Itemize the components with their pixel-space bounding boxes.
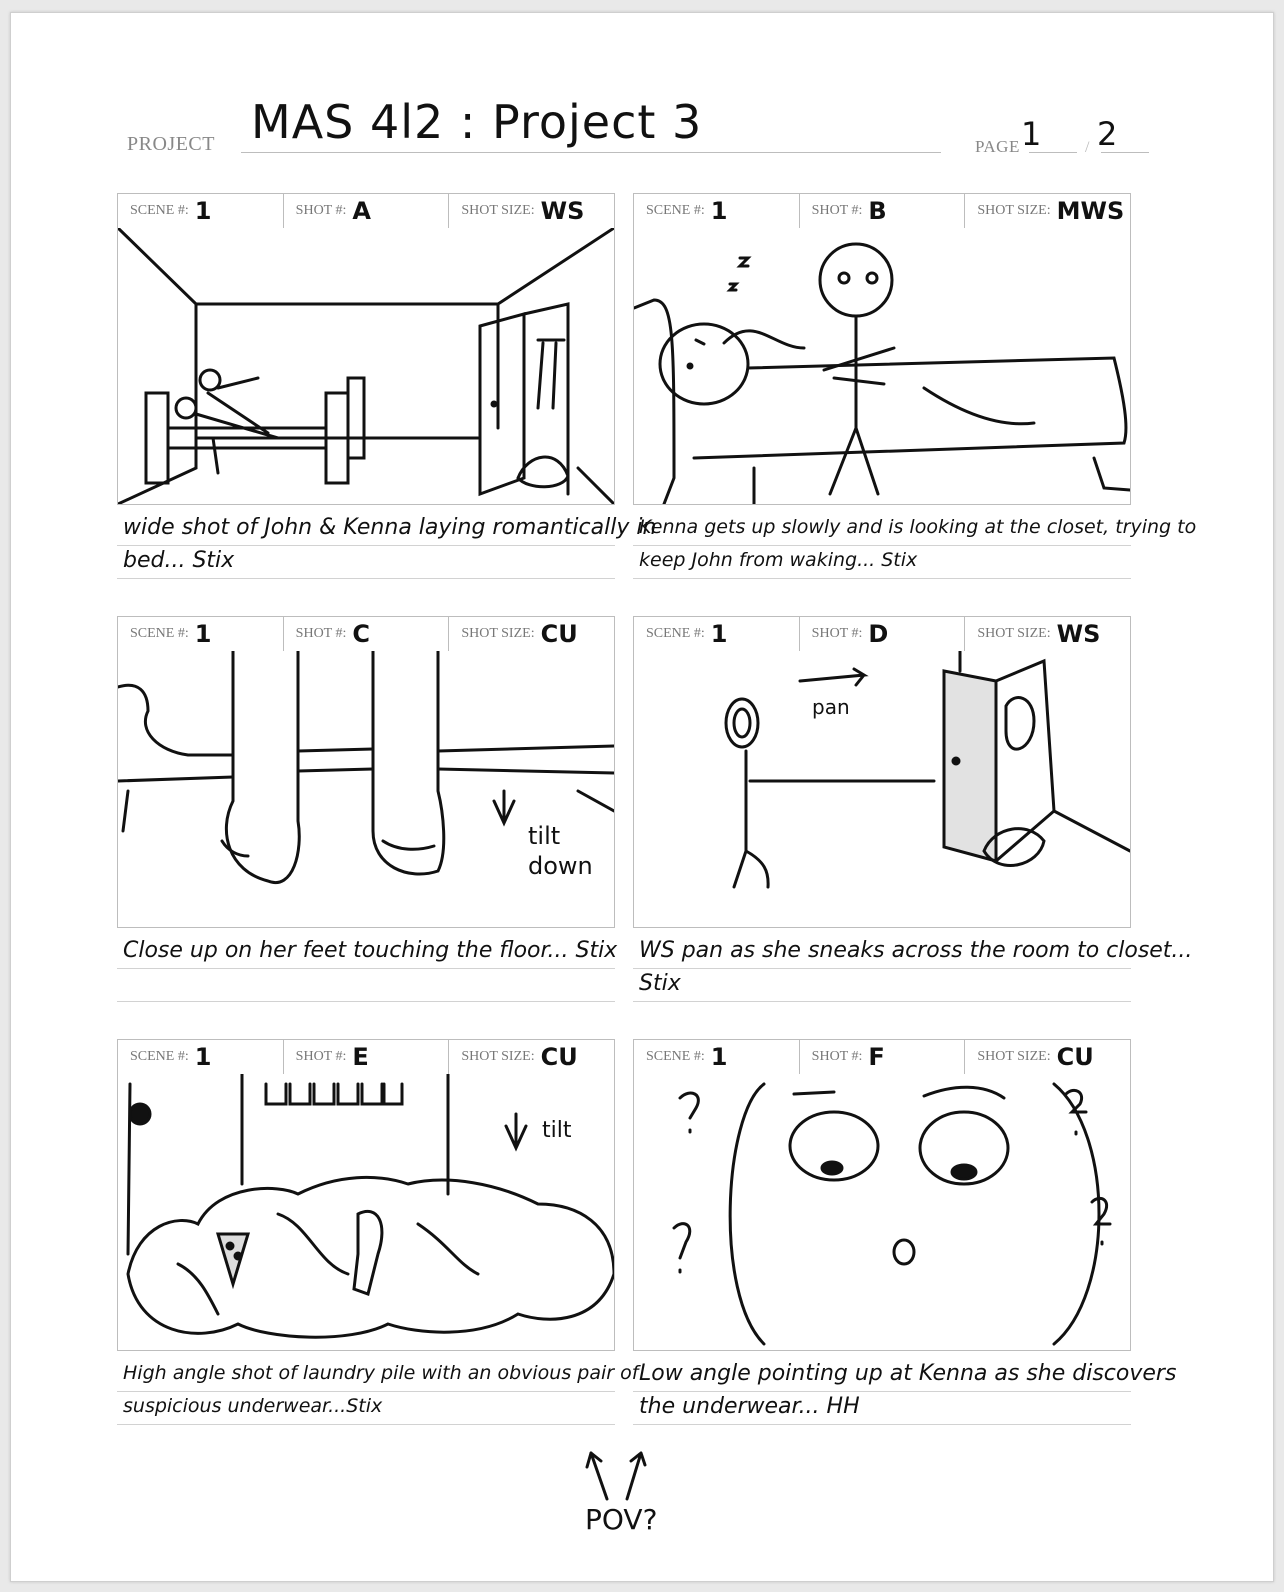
scene-number: 1 [194, 620, 212, 648]
sneak-pan-sketch [634, 651, 1130, 927]
panel-header [117, 1039, 615, 1075]
shot-caption: Kenna gets up slowly and is looking at the closet, trying to keep John from waking... Stix [639, 516, 1197, 571]
tilt-annotation: tilt [542, 1118, 572, 1143]
project-label: PROJECT [127, 133, 215, 155]
shot-caption: Low angle pointing up at Kenna as she discovers the underwear... HH [639, 1361, 1177, 1419]
scene-number: 1 [710, 1043, 728, 1071]
shot-number: C [352, 620, 370, 648]
sketch-frame [633, 651, 1131, 928]
shot-label: SHOT #: [295, 1049, 347, 1064]
feet-closeup-sketch [118, 651, 614, 927]
scene-label: SCENE #: [646, 203, 705, 218]
page-current: 1 [1021, 115, 1042, 153]
panel-header [117, 616, 615, 652]
sketch-frame [633, 1074, 1131, 1351]
shot-size-label: SHOT SIZE: [977, 1049, 1051, 1064]
shot-size: WS [1056, 620, 1101, 648]
shot-size-label: SHOT SIZE: [461, 626, 535, 641]
shot-label: SHOT #: [295, 203, 347, 218]
sketch-frame [117, 228, 615, 505]
panel-header [633, 616, 1131, 652]
shot-label: SHOT #: [811, 1049, 863, 1064]
shot-number: F [868, 1043, 885, 1071]
face-closeup-sketch [634, 1074, 1130, 1350]
bed-standing-sketch [634, 228, 1130, 504]
shot-label: SHOT #: [295, 626, 347, 641]
shot-size-label: SHOT SIZE: [977, 626, 1051, 641]
project-underline [241, 152, 941, 153]
scene-label: SCENE #: [130, 1049, 189, 1064]
tilt-down-annotation: tilt down [528, 822, 593, 880]
sketch-frame [117, 1074, 615, 1351]
panel-header [117, 193, 615, 229]
scene-label: SCENE #: [646, 1049, 705, 1064]
shot-size-label: SHOT SIZE: [461, 203, 535, 218]
scene-label: SCENE #: [130, 203, 189, 218]
shot-number: A [352, 197, 371, 225]
shot-caption: WS pan as she sneaks across the room to closet... Stix [639, 938, 1193, 996]
shot-size: MWS [1056, 197, 1125, 225]
shot-caption: High angle shot of laundry pile with an obvious pair of suspicious underwear...Stix [123, 1362, 639, 1417]
pov-arrows-icon [583, 1443, 673, 1503]
page-total: 2 [1097, 115, 1118, 153]
shot-size-label: SHOT SIZE: [977, 203, 1051, 218]
shot-label: SHOT #: [811, 626, 863, 641]
scene-number: 1 [710, 620, 728, 648]
shot-size-label: SHOT SIZE: [461, 1049, 535, 1064]
pan-annotation: pan [812, 695, 850, 719]
shot-size: WS [540, 197, 585, 225]
shot-number: B [868, 197, 887, 225]
scene-label: SCENE #: [130, 626, 189, 641]
storyboard-sheet [10, 12, 1274, 1582]
panel-header [633, 1039, 1131, 1075]
shot-size: CU [540, 620, 578, 648]
pov-annotation: POV? [585, 1503, 658, 1536]
shot-caption: Close up on her feet touching the floor... Stix [123, 938, 618, 963]
page-separator: / [1085, 139, 1090, 156]
panel-header [633, 193, 1131, 229]
scene-number: 1 [710, 197, 728, 225]
scene-number: 1 [194, 1043, 212, 1071]
shot-label: SHOT #: [811, 203, 863, 218]
bedroom-wide-sketch [118, 228, 614, 504]
shot-caption: wide shot of John & Kenna laying romantically in bed... Stix [123, 515, 657, 573]
page-label: PAGE [975, 137, 1020, 156]
sketch-frame [633, 228, 1131, 505]
laundry-pile-sketch [118, 1074, 614, 1350]
project-title: MAS 4l2 : Project 3 [251, 95, 703, 149]
shot-number: E [352, 1043, 369, 1071]
shot-size: CU [540, 1043, 578, 1071]
shot-number: D [868, 620, 889, 648]
scene-label: SCENE #: [646, 626, 705, 641]
scene-number: 1 [194, 197, 212, 225]
sketch-frame [117, 651, 615, 928]
shot-size: CU [1056, 1043, 1094, 1071]
